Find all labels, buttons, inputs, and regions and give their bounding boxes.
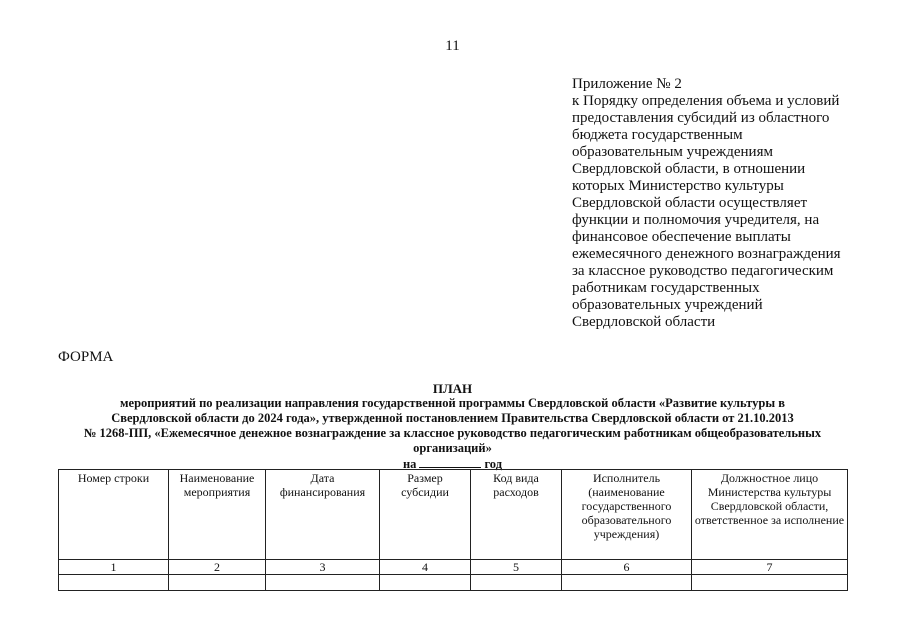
column-number: 3	[266, 560, 380, 575]
appendix-line: образовательных учреждений	[572, 297, 763, 313]
column-number: 2	[169, 560, 266, 575]
empty-cell[interactable]	[562, 575, 692, 591]
plan-heading	[40, 381, 865, 472]
column-number: 5	[471, 560, 562, 575]
plan-date-prefix: на	[402, 457, 417, 471]
plan-line: организаций»	[413, 441, 492, 455]
appendix-line: Свердловской области	[572, 314, 716, 330]
appendix-line: финансовое обеспечение выплаты	[572, 229, 791, 245]
appendix-line: к Порядку определения объема и условий	[572, 93, 840, 109]
appendix-line: функции и полномочия учредителя, на	[572, 212, 820, 228]
appendix-line: которых Министерство культуры	[572, 178, 784, 194]
header-expense-code: Код вида расходов	[471, 470, 562, 560]
empty-cell[interactable]	[266, 575, 380, 591]
plan-title: ПЛАН	[432, 381, 473, 396]
empty-cell[interactable]	[380, 575, 471, 591]
appendix-line: Приложение № 2	[572, 76, 682, 92]
column-number: 7	[692, 560, 848, 575]
appendix-line: бюджета государственным	[572, 127, 743, 143]
appendix-line: Свердловской области, в отношении	[572, 161, 806, 177]
header-subsidy-amount: Размер субсидии	[380, 470, 471, 560]
plan-line: мероприятий по реализации направления государственной программы Свердловской области «Развитие культуры в	[120, 396, 785, 410]
table-header-row	[59, 470, 848, 560]
plan-table	[58, 469, 848, 591]
appendix-line: предоставления субсидий из областного	[572, 110, 830, 126]
column-number: 1	[59, 560, 169, 575]
header-responsible-official: Должностное лицо Министерства культуры Свердловской области, ответственное за исполнение	[692, 470, 848, 560]
year-blank-field[interactable]	[419, 456, 481, 468]
plan-line: Свердловской области до 2024 года», утвержденной постановлением Правительства Свердловской области от 21.10.2013	[111, 411, 794, 425]
page-number: 11	[445, 38, 460, 54]
appendix-line: образовательным учреждениям	[572, 144, 773, 160]
empty-cell[interactable]	[692, 575, 848, 591]
form-label: ФОРМА	[58, 349, 114, 365]
header-row-number: Номер строки	[59, 470, 169, 560]
header-event-name: Наименование мероприятия	[169, 470, 266, 560]
table-empty-row	[59, 575, 848, 591]
appendix-line: за классное руководство педагогическим	[572, 263, 834, 279]
table-column-number-row	[59, 560, 848, 575]
appendix-block	[572, 76, 872, 331]
appendix-line: Свердловской области осуществляет	[572, 195, 808, 211]
empty-cell[interactable]	[169, 575, 266, 591]
column-number: 6	[562, 560, 692, 575]
appendix-line: работникам государственных	[572, 280, 760, 296]
column-number: 4	[380, 560, 471, 575]
empty-cell[interactable]	[471, 575, 562, 591]
plan-line: № 1268-ПП, «Ежемесячное денежное вознаграждение за классное руководство педагогическим работникам общеобразовательных	[83, 426, 822, 440]
appendix-line: ежемесячного денежного вознаграждения	[572, 246, 841, 262]
plan-date-suffix: год	[484, 457, 503, 471]
empty-cell[interactable]	[59, 575, 169, 591]
header-executor: Исполнитель (наименование государственного образовательного учреждения)	[562, 470, 692, 560]
header-funding-date: Дата финансирования	[266, 470, 380, 560]
